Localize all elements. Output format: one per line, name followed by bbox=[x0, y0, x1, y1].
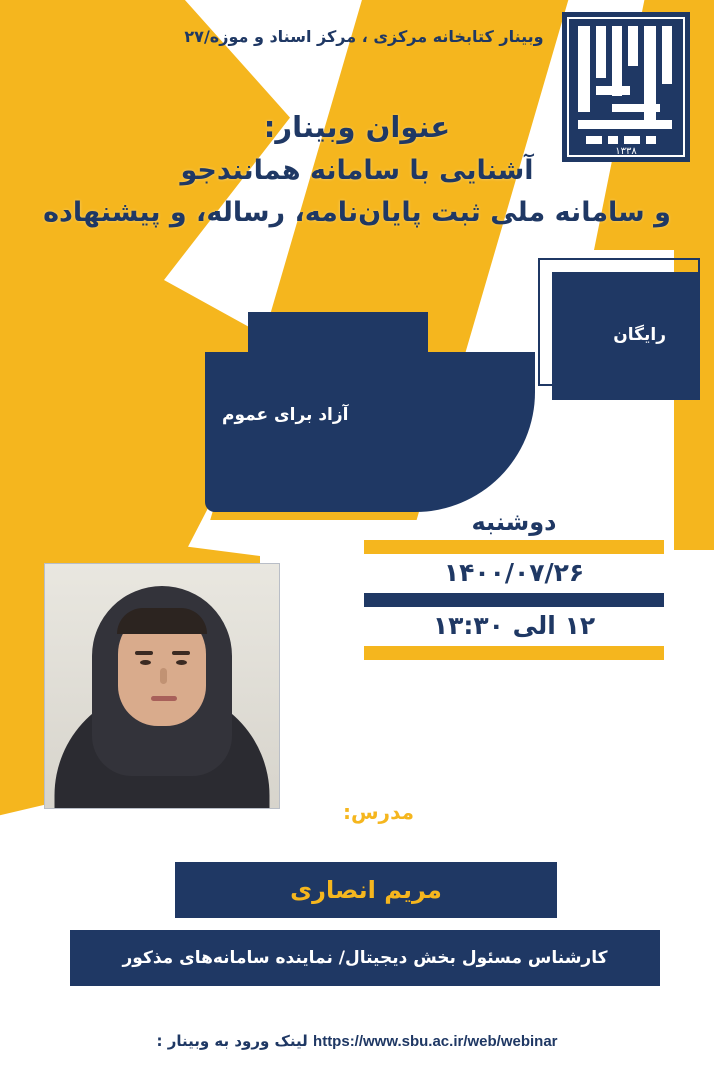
presenter-name-bar bbox=[175, 862, 557, 918]
schedule-day: دوشنبه bbox=[471, 508, 557, 536]
title-line-3: و سامانه ملی ثبت پایان‌نامه، رساله، و پیشنهاده bbox=[43, 196, 671, 228]
presenter-role: کارشناس مسئول بخش دیجیتال/ نماینده سامانه‌های مذکور bbox=[122, 948, 608, 968]
navy-rounded-blob-decoration bbox=[205, 352, 535, 512]
webinar-url[interactable]: https://www.sbu.ac.ir/web/webinar bbox=[313, 1033, 558, 1050]
photo-hair bbox=[117, 608, 207, 634]
presenter-role-bar bbox=[70, 930, 660, 986]
presenter-name: مریم انصاری bbox=[290, 876, 442, 904]
presenter-photo bbox=[44, 563, 280, 809]
university-logo bbox=[556, 8, 696, 168]
footer-link-row bbox=[0, 1032, 714, 1050]
title-line-1: عنوان وبینار: bbox=[263, 110, 451, 144]
logo-year: ۱۳۳۸ bbox=[615, 146, 637, 157]
divider-bar-yellow-bottom bbox=[364, 646, 664, 660]
divider-bar-navy bbox=[364, 593, 664, 607]
schedule-time: ۱۲ الی ۱۳:۳۰ bbox=[432, 611, 596, 640]
photo-nose bbox=[160, 668, 167, 684]
photo-eyebrow-left bbox=[135, 651, 153, 655]
badge-free-label: رایگان bbox=[613, 325, 666, 345]
photo-eye-right bbox=[176, 660, 187, 665]
photo-mouth bbox=[151, 696, 177, 701]
schedule-date: ۱۴۰۰/۰۷/۲۶ bbox=[443, 558, 585, 587]
footer-label: لینک ورود به وبینار : bbox=[156, 1032, 308, 1050]
presenter-label: مدرس: bbox=[342, 800, 414, 824]
divider-bar-yellow-top bbox=[364, 540, 664, 554]
schedule-block bbox=[354, 508, 674, 660]
photo-eye-left bbox=[140, 660, 151, 665]
title-line-2: آشنایی با سامانه همانندجو bbox=[180, 154, 534, 186]
photo-eyebrow-right bbox=[172, 651, 190, 655]
poster-header-text: وبینار کتابخانه مرکزی ، مرکز اسناد و موزه/۲۷ bbox=[184, 27, 544, 46]
badge-open-to-public-label: آزاد برای عموم bbox=[222, 405, 349, 425]
